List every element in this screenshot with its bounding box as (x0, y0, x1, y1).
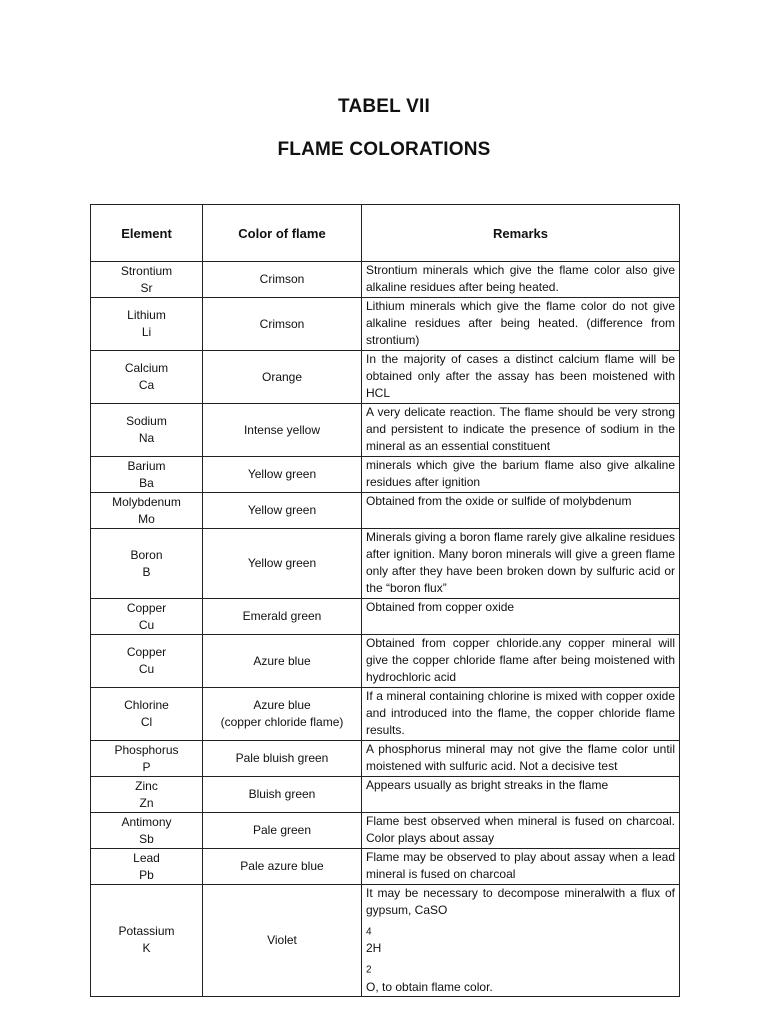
header-color-of-flame: Color of flame (203, 205, 362, 262)
element-symbol: Sr (140, 280, 153, 295)
element-name: Phosphorus (114, 742, 179, 757)
table-row (91, 262, 680, 298)
header-row (91, 205, 680, 262)
element-name: Lithium (127, 308, 166, 322)
flame-color-cell: Crimson (203, 262, 362, 298)
flame-color-cell: Intense yellow (203, 404, 362, 457)
element-symbol: B (142, 564, 151, 579)
element-symbol: Cu (138, 662, 155, 676)
remarks-part: O, to obtain flame color. (366, 979, 493, 994)
element-cell (91, 457, 203, 493)
element-name: Antimony (121, 814, 172, 829)
element-symbol: Cu (138, 617, 155, 632)
flame-color-note: (copper chloride flame) (220, 715, 344, 729)
remarks-cell: Flame may be observed to play about assay when a lead mineral is fused on charcoal (362, 849, 680, 885)
remarks-cell (362, 885, 680, 997)
header-remarks: Remarks (362, 205, 680, 262)
element-name: Copper (126, 600, 167, 615)
element-symbol: Zn (139, 795, 154, 810)
element-name: Sodium (126, 414, 167, 428)
table-row (91, 493, 680, 529)
remarks-part: 2H (366, 941, 382, 956)
element-symbol: Na (138, 431, 155, 445)
flame-color-cell: Azure blue (203, 635, 362, 688)
element-name: Zinc (135, 778, 158, 793)
remarks-cell: Lithium minerals which give the flame color do not give alkaline residues after being heated. (difference from strontium) (362, 298, 680, 351)
remarks-cell: Obtained from copper oxide (362, 599, 680, 635)
flame-color-cell: Orange (203, 351, 362, 404)
remarks-cell: Obtained from the oxide or sulfide of molybdenum (362, 493, 680, 529)
header-element: Element (91, 205, 203, 262)
element-name: Strontium (120, 263, 173, 278)
flame-color-cell: Pale azure blue (203, 849, 362, 885)
element-symbol: Ca (138, 378, 155, 392)
element-symbol: Ba (139, 475, 154, 490)
element-cell (91, 493, 203, 529)
element-cell (91, 849, 203, 885)
flame-colorations-table (90, 204, 680, 997)
element-cell (91, 262, 203, 298)
element-name: Lead (133, 850, 160, 865)
table-row (91, 298, 680, 351)
flame-color-cell: Pale green (203, 813, 362, 849)
element-name: Calcium (124, 361, 169, 375)
flame-color-cell: Bluish green (203, 777, 362, 813)
element-symbol: K (142, 941, 151, 956)
table-row (91, 688, 680, 741)
table-row (91, 599, 680, 635)
element-cell (91, 599, 203, 635)
element-name: Molybdenum (112, 494, 181, 509)
remarks-cell: Minerals giving a boron flame rarely give alkaline residues after ignition. Many boron minerals will give a green flame only after they have been broken down by sulfuric acid or the “boron flux” (362, 529, 680, 599)
remarks-cell: If a mineral containing chlorine is mixed with copper oxide and introduced into the flame, the copper chloride flame results. (362, 688, 680, 741)
flame-color: Azure blue (253, 698, 311, 712)
element-symbol: P (142, 759, 151, 774)
remarks-cell: Flame best observed when mineral is fused on charcoal. Color plays about assay (362, 813, 680, 849)
flame-color-cell: Pale bluish green (203, 741, 362, 777)
element-symbol: Li (141, 325, 152, 339)
element-symbol: Sb (139, 831, 154, 846)
element-name: Boron (130, 547, 163, 562)
remarks-cell: minerals which give the barium flame also give alkaline residues after ignition (362, 457, 680, 493)
table-row (91, 777, 680, 813)
element-cell (91, 741, 203, 777)
element-cell (91, 777, 203, 813)
element-name: Copper (126, 645, 167, 659)
flame-color-cell: Emerald green (203, 599, 362, 635)
remarks-cell: Obtained from copper chloride.any copper mineral will give the copper chloride flame after being moistened with hydrochloric acid (362, 635, 680, 688)
element-cell (91, 885, 203, 997)
table-row (91, 529, 680, 599)
subscript: 2 (366, 964, 372, 976)
flame-color-cell: Yellow green (203, 493, 362, 529)
element-cell (91, 813, 203, 849)
table-row (91, 885, 680, 997)
remarks-cell: A phosphorus mineral may not give the flame color until moistened with sulfuric acid. Not a decisive test (362, 741, 680, 777)
element-name: Barium (127, 458, 166, 473)
remarks-cell: A very delicate reaction. The flame should be very strong and persistent to indicate the presence of sodium in the mineral as an essential constituent (362, 404, 680, 457)
element-cell (91, 529, 203, 599)
remarks-cell: Appears usually as bright streaks in the flame (362, 777, 680, 813)
element-cell (91, 351, 203, 404)
element-cell (91, 635, 203, 688)
element-name: Potassium (118, 924, 175, 939)
element-cell (91, 298, 203, 351)
flame-color-cell: Yellow green (203, 457, 362, 493)
remarks-cell: Strontium minerals which give the flame color also give alkaline residues after being heated. (362, 262, 680, 298)
flame-color-cell: Violet (203, 885, 362, 997)
remarks-text (366, 885, 675, 996)
element-symbol: Pb (139, 867, 154, 882)
flame-color-cell: Crimson (203, 298, 362, 351)
table-title: FLAME COLORATIONS (277, 139, 491, 160)
element-cell (91, 688, 203, 741)
table-row (91, 813, 680, 849)
remarks-cell: In the majority of cases a distinct calcium flame will be obtained only after the assay has been moistened with HCL (362, 351, 680, 404)
flame-color-cell: Yellow green (203, 529, 362, 599)
subscript: 4 (366, 926, 372, 938)
flame-color-cell (203, 688, 362, 741)
table-row (91, 849, 680, 885)
element-name: Chlorine (124, 698, 169, 712)
remarks-part: It may be necessary to decompose mineralwith a flux of gypsum, CaSO (366, 886, 675, 917)
table-row (91, 635, 680, 688)
table-row (91, 351, 680, 404)
table-number: TABEL VII (338, 96, 430, 117)
table-row (91, 741, 680, 777)
table-row (91, 457, 680, 493)
table-row (91, 404, 680, 457)
element-symbol: Mo (138, 511, 155, 526)
element-cell (91, 404, 203, 457)
element-symbol: Cl (140, 715, 153, 729)
